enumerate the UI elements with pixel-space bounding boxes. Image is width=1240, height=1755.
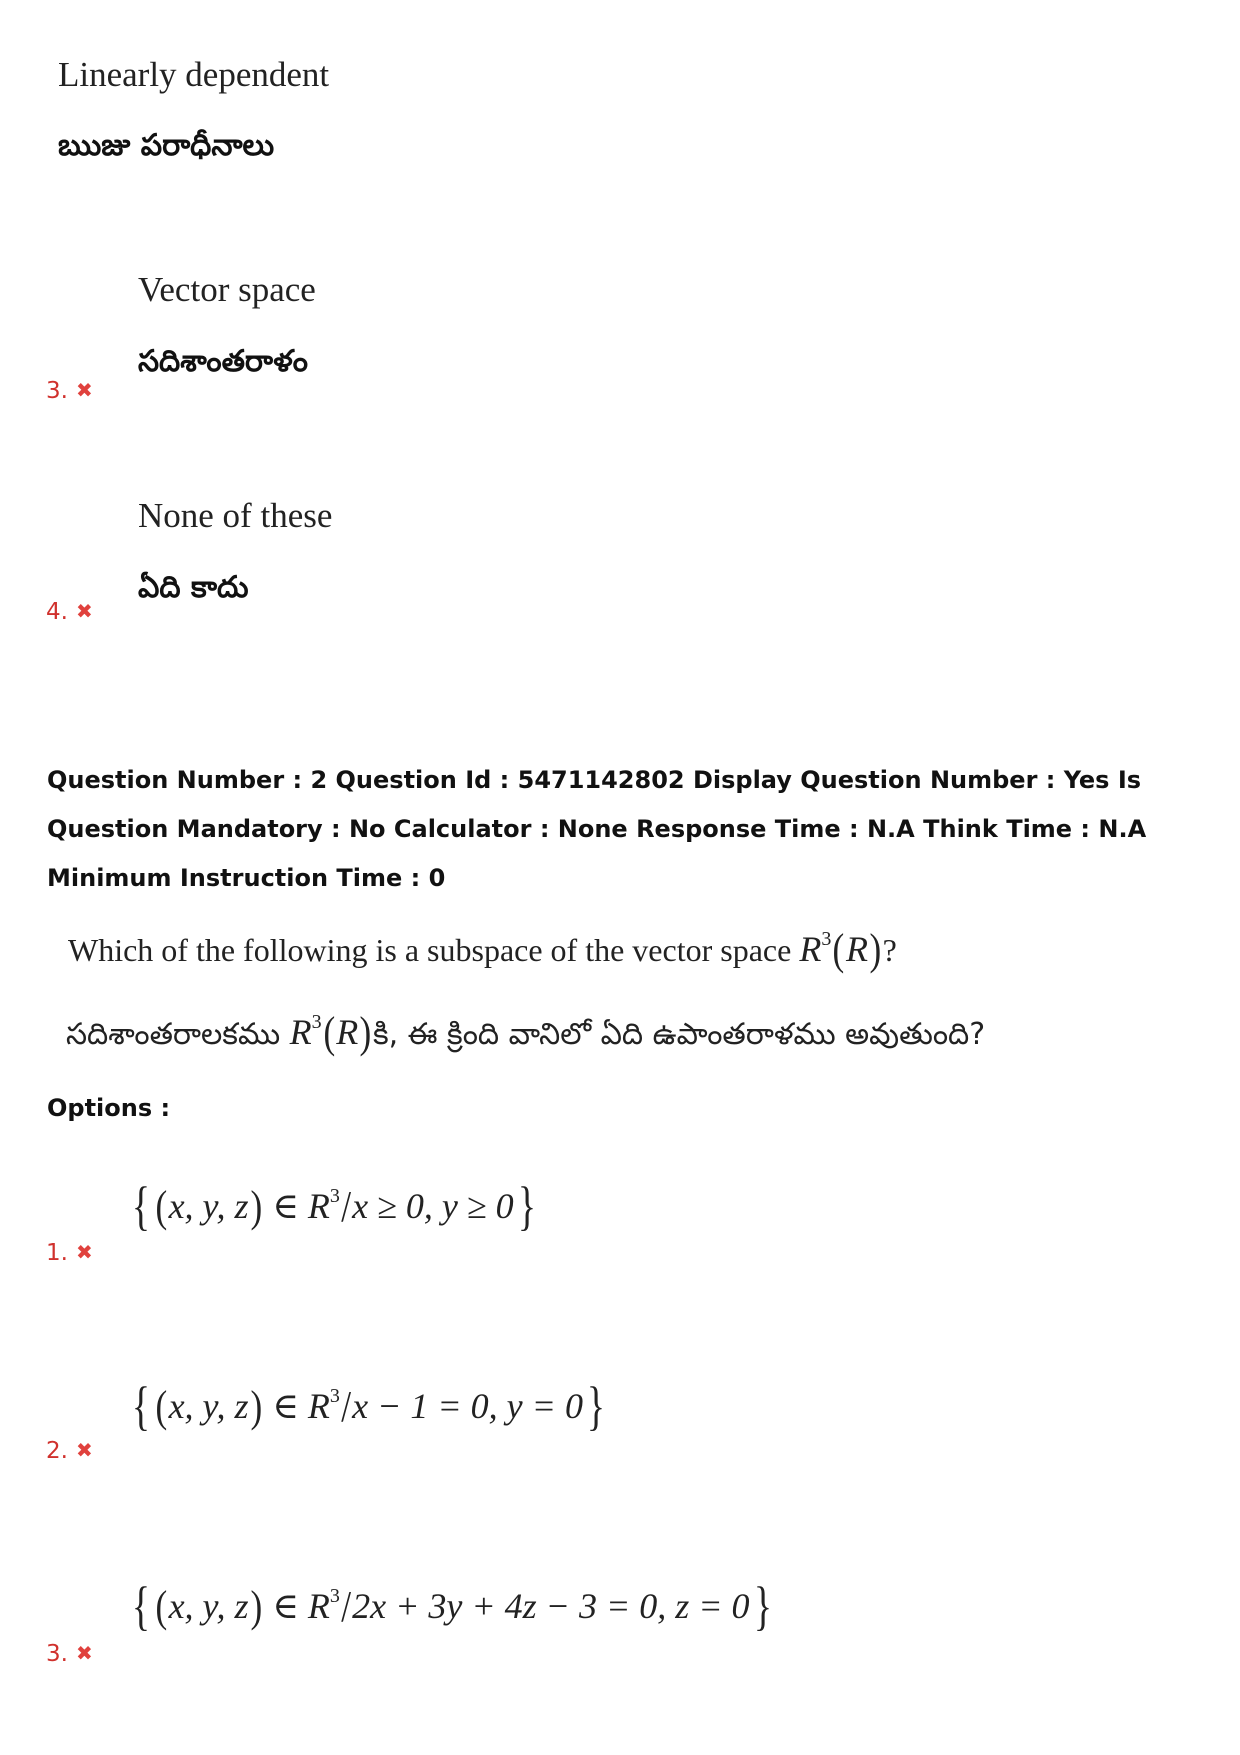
option-3-set: { (x, y, z) ∈ $R^3/2x + 3y + 4z - 3 = 0$, z = 0} (131, 1576, 772, 1636)
vector-space-symbol: $R^3(R)$ (799, 925, 882, 974)
option-2-set: { (x, y, z) ∈ $R^3/x - 1 = 0$, y = 0} (131, 1376, 605, 1436)
vector-space-symbol-te: $R^3(R)$ (289, 1008, 372, 1057)
option-number: 1. (46, 1240, 68, 1266)
question-meta: Question Number : 2 Question Id : 5471142802 Display Question Number : Yes Is Question Mandatory : No Calculator : None Response Time : N.A Think Time : N.A Minimum Instruction Time : 0 (47, 766, 1147, 892)
prev-option-3-marker (46, 378, 93, 404)
question-text-suffix: ? (882, 932, 897, 968)
option-2-condition: x − 1 = 0, y = 0 (352, 1386, 583, 1426)
prev-option-3-english: Vector space (138, 270, 316, 309)
prev-option-4-marker (46, 599, 93, 625)
question-te-suffix: కి, ఈ క్రింది వానిలో ఏది ఉపాంతరాళము అవుతుంది? (372, 1017, 986, 1052)
option-number: 3. (46, 378, 68, 404)
question-text-telugu (66, 1007, 985, 1059)
prev-option-4-english: None of these (138, 496, 333, 535)
wrong-icon: ✖ (75, 599, 93, 623)
prev-option-2-english: Linearly dependent (58, 55, 330, 94)
options-label: Options : (47, 1094, 171, 1122)
option-number: 3. (46, 1641, 68, 1667)
wrong-icon: ✖ (75, 1641, 93, 1665)
option-number: 2. (46, 1438, 68, 1464)
wrong-icon: ✖ (75, 378, 93, 402)
prev-option-4-telugu: ఏది కాదు (138, 570, 249, 605)
wrong-icon: ✖ (75, 1240, 93, 1264)
option-3-marker (46, 1641, 93, 1667)
option-number: 4. (46, 599, 68, 625)
question-te-prefix: సదిశాంతరాలకము (66, 1017, 281, 1052)
wrong-icon: ✖ (75, 1438, 93, 1462)
option-2-marker (46, 1438, 93, 1464)
option-3-condition: 2x + 3y + 4z − 3 = 0, z = 0 (352, 1586, 750, 1626)
option-1-marker (46, 1240, 93, 1266)
prev-option-2-telugu: ఋజు పరాధీనాలు (58, 128, 275, 163)
option-1-condition: x ≥ 0, y ≥ 0 (352, 1186, 514, 1226)
question-text-english (68, 924, 897, 975)
option-1-set: { (x, y, z) ∈ $R^3/x \ge 0$, y ≥ 0} (131, 1176, 536, 1236)
prev-option-3-telugu: సదిశాంతరాళం (138, 344, 308, 379)
question-text-prefix: Which of the following is a subspace of the vector space (68, 932, 792, 968)
